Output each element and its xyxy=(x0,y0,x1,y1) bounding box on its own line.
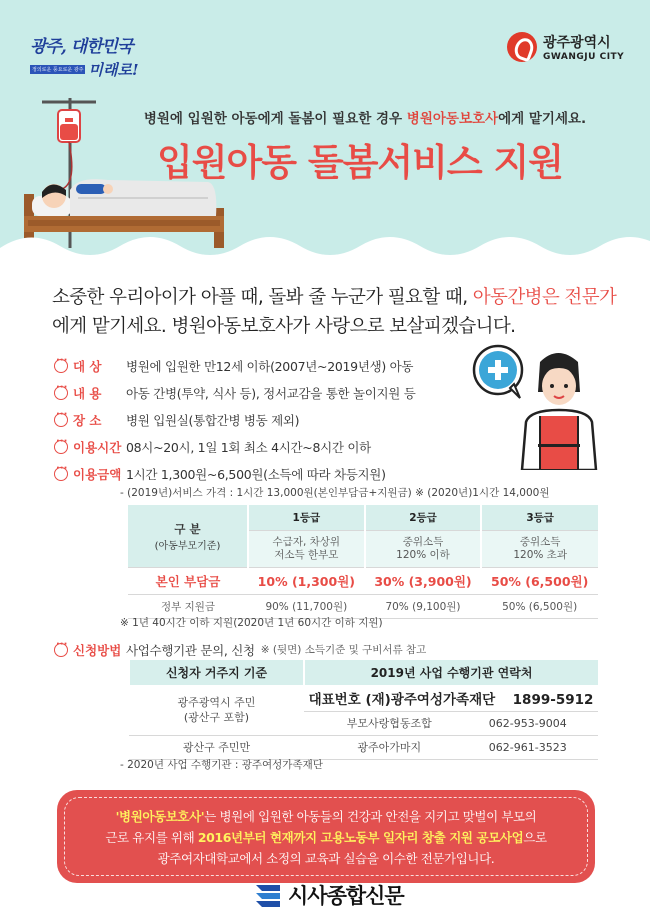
gwangju-city-logo xyxy=(507,32,624,62)
org3-cell xyxy=(304,735,598,759)
phone2: 062-953-9004 xyxy=(488,717,567,730)
subhead-text-end: 에게 맡기세요. xyxy=(498,111,587,127)
fee-gubun: 구 분 xyxy=(174,521,201,536)
apply-note: ※ (뒷면) 소득기준 및 구비서류 참고 xyxy=(260,644,427,656)
info-list xyxy=(54,352,524,487)
region-line: (광산구 포함) xyxy=(183,710,250,724)
info-value: 08시~20시, 1일 1회 최소 4시간~8시간 이하 xyxy=(126,439,371,455)
apply-value: 사업수행기관 문의, 신청 xyxy=(126,642,255,658)
callout-text: 는 병원에 입원한 아동들의 건강과 안전을 지키고 맞벌이 부모의 xyxy=(204,809,537,824)
bottom-callout xyxy=(57,790,595,883)
info-row-target xyxy=(54,352,524,379)
page-title: 입원아동 돌봄서비스 지원 xyxy=(157,141,563,184)
fee-gubun-cell xyxy=(128,505,248,567)
info-value: 1시간 1,300원~6,500원(소득에 따라 차등지원) xyxy=(126,466,386,482)
intro-line1: 소중한 우리아이가 아플 때, 돌봐 줄 누군가 필요할 때, xyxy=(52,287,473,308)
subhead-highlight: 병원아동보호사 xyxy=(406,111,499,127)
slogan-line1: 광주, 대한민국 xyxy=(30,37,133,57)
gov-label: 정부 지원금 xyxy=(128,594,248,618)
criteria-line: 중위소득 xyxy=(519,535,561,548)
gov-value: 50% (6,500원) xyxy=(481,594,598,618)
callout-text: 으로 xyxy=(523,830,547,845)
intro-line2: 에게 맡기세요. 병원아동보호사가 사랑으로 보살피겠습니다. xyxy=(52,316,516,337)
price-note: - (2019년)서비스 가격 : 1시간 13,000원(본인부담금+지원금) ※ (2020년)1시간 14,000원 xyxy=(120,487,550,499)
info-label: 신청방법 xyxy=(73,642,122,658)
grade-3-criteria xyxy=(481,530,598,567)
info-value: 아동 간병(투약, 식사 등), 정서교감을 통한 놀이지원 등 xyxy=(126,385,416,401)
info-value: 병원에 입원한 만12세 이하(2007년~2019년생) 아동 xyxy=(126,358,414,374)
fee-table xyxy=(128,505,598,619)
phone3: 062-961-3523 xyxy=(488,741,567,754)
apply-row3-region: 광산구 주민만 xyxy=(129,735,304,759)
org2-cell xyxy=(304,711,598,735)
info-row-time xyxy=(54,433,524,460)
info-row-place xyxy=(54,406,524,433)
bullet-icon xyxy=(54,413,68,427)
callout-highlight: 2016년부터 현재까지 고용노동부 일자리 창출 지원 공모사업 xyxy=(197,830,524,845)
burden-value: 10% (1,300원) xyxy=(248,567,365,594)
city-name: 광주광역시 xyxy=(543,35,611,51)
slogan-logo xyxy=(30,32,140,80)
info-label: 장 소 xyxy=(73,412,102,428)
info-label: 대 상 xyxy=(73,358,102,374)
criteria-line: 중위소득 xyxy=(402,535,444,548)
grade-2-criteria xyxy=(365,530,482,567)
info-label: 이용시간 xyxy=(73,439,122,455)
criteria-line: 120% 이하 xyxy=(396,548,450,561)
intro-highlight: 아동간병은 전문가 xyxy=(472,287,617,308)
apply-section xyxy=(54,636,524,663)
bullet-icon xyxy=(54,643,68,657)
intro-text xyxy=(52,283,622,341)
apply-col1-header: 신청자 거주지 기준 xyxy=(129,660,304,685)
main-org: 대표번호 (재)광주여성가족재단 xyxy=(308,691,496,708)
hospital-bed-illustration xyxy=(18,98,238,248)
limit-note: ※ 1년 40시간 이하 지원(2020년 1년 60시간 이하 지원) xyxy=(120,617,383,629)
slogan-tag: 정의로운 풍요로운 광주 xyxy=(32,67,84,73)
criteria-line: 저소득 한부모 xyxy=(274,548,339,561)
bullet-icon xyxy=(54,440,68,454)
callout-text: 근로 유지를 위해 xyxy=(105,830,198,845)
apply-footnote: - 2020년 사업 수행기관 : 광주여성가족재단 xyxy=(120,759,323,771)
criteria-line: 수급자, 차상위 xyxy=(272,535,341,548)
publisher-name: 시사종합신문 xyxy=(288,884,404,908)
grade-1-header: 1등급 xyxy=(248,505,365,530)
slogan-line2: 미래로! xyxy=(88,61,139,79)
gov-value: 70% (9,100원) xyxy=(365,594,482,618)
wave-divider xyxy=(0,228,650,270)
info-label: 이용금액 xyxy=(73,466,122,482)
org2: 부모사랑협동조합 xyxy=(346,717,432,730)
main-org-cell xyxy=(304,685,598,711)
fee-gubun-sub: (아동부모기준) xyxy=(154,540,221,552)
apply-table xyxy=(128,660,598,760)
main-phone: 1899-5912 xyxy=(512,691,594,708)
gov-value: 90% (11,700원) xyxy=(248,594,365,618)
city-emblem-icon xyxy=(507,32,537,62)
callout-text: 광주여자대학교에서 소정의 교육과 실습을 이수한 전문가입니다. xyxy=(157,851,495,866)
bullet-icon xyxy=(54,359,68,373)
city-name-en: GWANGJU CITY xyxy=(543,52,625,62)
burden-value: 30% (3,900원) xyxy=(365,567,482,594)
region-line: 광주광역시 주민 xyxy=(177,695,256,709)
bullet-icon xyxy=(54,467,68,481)
grade-3-header: 3등급 xyxy=(481,505,598,530)
info-label: 내 용 xyxy=(73,385,102,401)
org3: 광주아가마지 xyxy=(357,741,422,754)
grade-2-header: 2등급 xyxy=(365,505,482,530)
subhead-text: 병원에 입원한 아동에게 돌봄이 필요한 경우 xyxy=(143,111,407,127)
burden-label: 본인 부담금 xyxy=(128,567,248,594)
criteria-line: 120% 초과 xyxy=(513,548,567,561)
info-value: 병원 입원실(통합간병 병동 제외) xyxy=(126,412,300,428)
hero-banner xyxy=(0,0,650,270)
burden-value: 50% (6,500원) xyxy=(481,567,598,594)
burden-row xyxy=(128,567,598,594)
publisher-mark-icon xyxy=(254,881,282,909)
info-row-fee xyxy=(54,460,524,487)
callout-term: '병원아동보호사' xyxy=(115,809,205,824)
bullet-icon xyxy=(54,386,68,400)
grade-1-criteria xyxy=(248,530,365,567)
publisher-logo xyxy=(254,880,404,910)
info-row-content xyxy=(54,379,524,406)
apply-col2-header: 2019년 사업 수행기관 연락처 xyxy=(304,660,598,685)
apply-row1-region xyxy=(129,685,304,735)
